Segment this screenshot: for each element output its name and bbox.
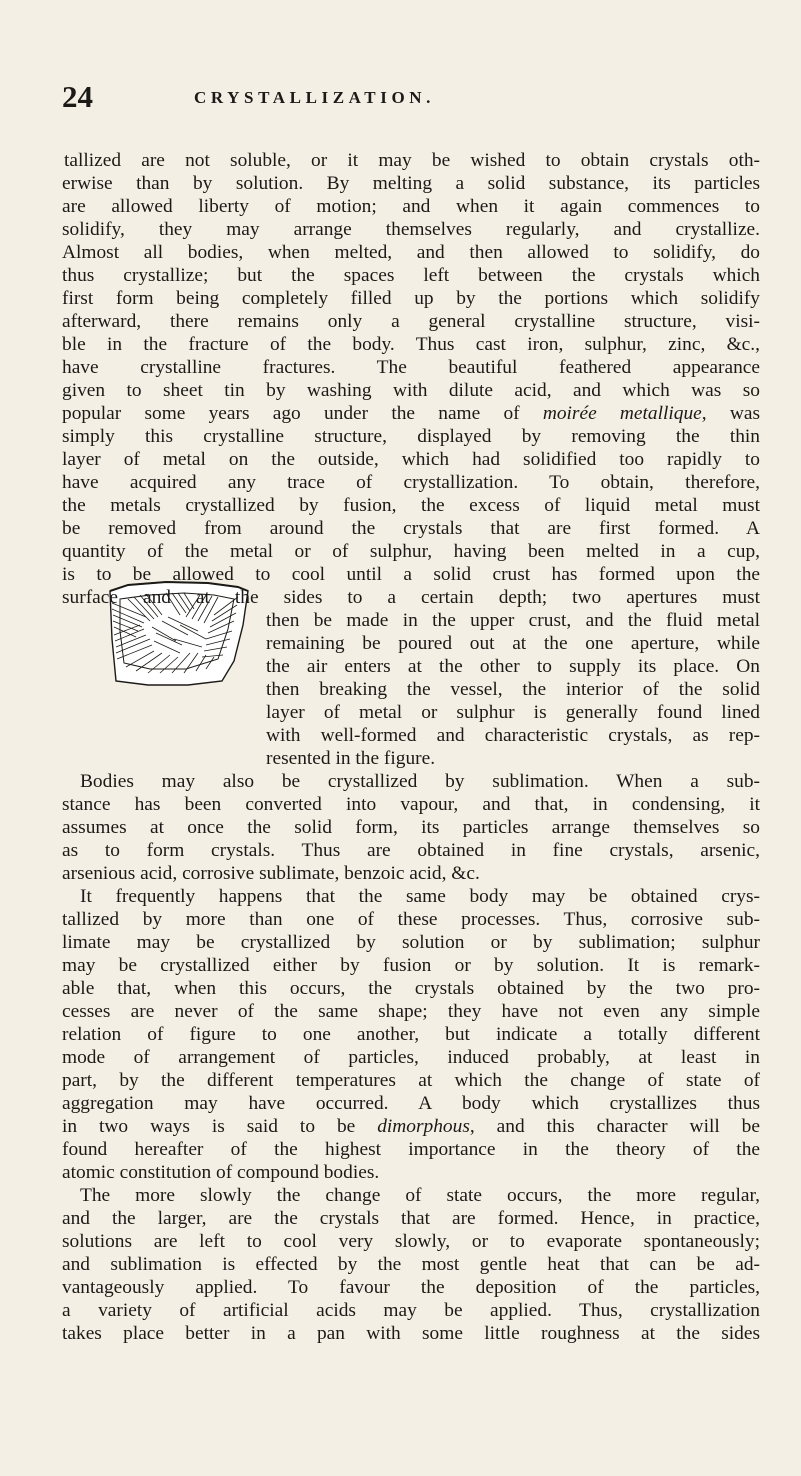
text-line: a variety of artificial acids may be applied. Thus, crystallization [62,1300,760,1321]
text-line: with well-formed and characteristic crystals, as rep- [266,725,760,746]
text-line: the metals crystallized by fusion, the excess of liquid metal must [62,495,760,516]
text-line: popular some years ago under the name of moirée metallique, was [62,403,760,424]
text-line: remaining be poured out at the one aperture, while [266,633,760,654]
text-line: have crystalline fractures. The beautiful feathered appearance [62,357,760,378]
text-line: quantity of the metal or of sulphur, having been melted in a cup, [62,541,760,562]
text-line: resented in the figure. [266,748,436,769]
text-line: afterward, there remains only a general crystalline structure, visi- [62,311,760,332]
page-number: 24 [62,79,93,114]
text-line: then breaking the vessel, the interior of the solid [266,679,760,700]
text-line: first form being completely filled up by the portions which solidify [62,288,760,309]
text-line: takes place better in a pan with some little roughness at the sides [62,1323,760,1344]
text-line: able that, when this occurs, the crystals obtained by the two pro- [62,978,760,999]
text-line: arsenious acid, corrosive sublimate, benzoic acid, &c. [62,863,480,884]
text-line: limate may be crystallized by solution or by sublimation; sulphur [62,932,760,953]
text-line: relation of figure to one another, but indicate a totally different [62,1024,760,1045]
text-line: Bodies may also be crystallized by sublimation. When a sub- [80,771,760,792]
text-line: tallized are not soluble, or it may be wished to obtain crystals oth- [64,150,760,171]
text-line: It frequently happens that the same body may be obtained crys- [80,886,760,907]
italic-term: dimorphous [377,1116,470,1137]
text-line: found hereafter of the highest importance in the theory of the [62,1139,760,1160]
text-line: aggregation may have occurred. A body which crystallizes thus [62,1093,760,1114]
text-line: surface and at the sides to a certain depth; two apertures must [62,587,760,608]
text-line: atomic constitution of compound bodies. [62,1162,380,1183]
text-line: mode of arrangement of particles, induced probably, at least in [62,1047,760,1068]
text-line: part, by the different temperatures at which the change of state of [62,1070,760,1091]
text-line: layer of metal on the outside, which had solidified too rapidly to [62,449,760,470]
text-line: in two ways is said to be dimorphous, and this character will be [62,1116,760,1137]
text-line: cesses are never of the same shape; they have not even any simple [62,1001,760,1022]
text-line: be removed from around the crystals that are first formed. A [62,518,760,539]
text-line: solutions are left to cool very slowly, or to evaporate spontaneously; [62,1231,760,1252]
text-line: thus crystallize; but the spaces left between the crystals which [62,265,760,286]
text-line: solidify, they may arrange themselves regularly, and crystallize. [62,219,760,240]
text-line: ble in the fracture of the body. Thus cast iron, sulphur, zinc, &c., [62,334,760,355]
italic-term: moirée metallique [542,403,702,424]
text-line: simply this crystalline structure, displayed by removing the thin [62,426,760,447]
text-line: erwise than by solution. By melting a solid substance, its particles [62,173,760,194]
text-line: vantageously applied. To favour the deposition of the particles, [62,1277,760,1298]
running-head: CRYSTALLIZATION. [194,88,435,107]
text-line: is to be allowed to cool until a solid crust has formed upon the [62,564,760,585]
text-line: Almost all bodies, when melted, and then allowed to solidify, do [62,242,760,263]
text-line: and sublimation is effected by the most gentle heat that can be ad- [62,1254,760,1275]
text-line: and the larger, are the crystals that are formed. Hence, in practice, [62,1208,760,1229]
text-line: assumes at once the solid form, its particles arrange themselves so [62,817,760,838]
text-line: tallized by more than one of these processes. Thus, corrosive sub- [62,909,760,930]
text-line: may be crystallized either by fusion or by solution. It is remark- [62,955,760,976]
text-line: the air enters at the other to supply its place. On [266,656,760,677]
text-line: given to sheet tin by washing with dilute acid, and which was so [62,380,760,401]
text-line: are allowed liberty of motion; and when it again commences to [62,196,760,217]
text-line: have acquired any trace of crystallization. To obtain, therefore, [62,472,760,493]
text-line: The more slowly the change of state occurs, the more regular, [80,1185,760,1206]
text-line: stance has been converted into vapour, and that, in condensing, it [62,794,760,815]
text-line: as to form crystals. Thus are obtained in fine crystals, arsenic, [62,840,760,861]
text-line: layer of metal or sulphur is generally found lined [266,702,760,723]
text-line: then be made in the upper crust, and the fluid metal [266,610,760,631]
